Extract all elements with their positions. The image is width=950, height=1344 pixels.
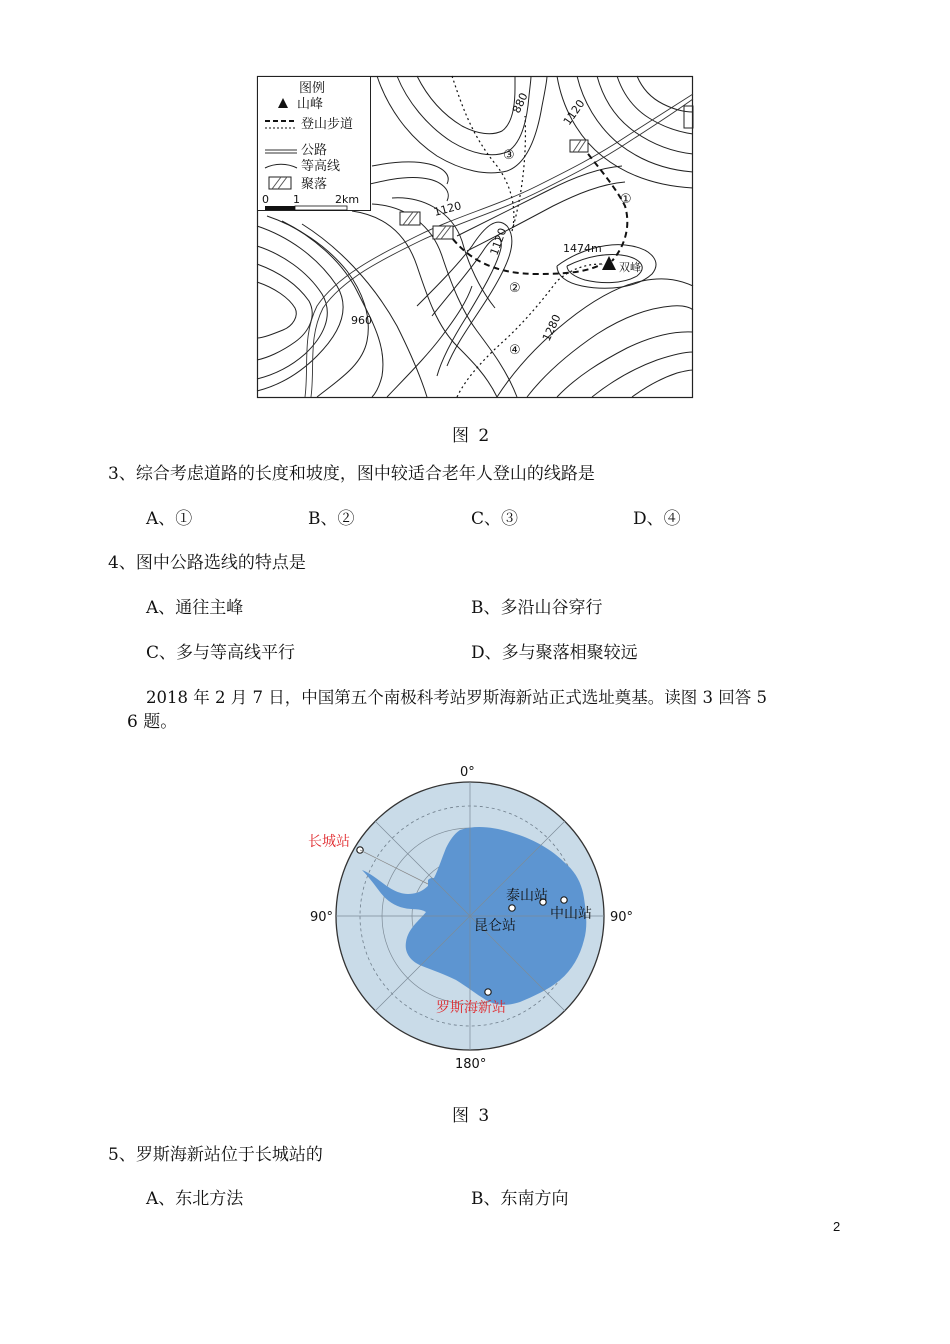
q4-option-d: D、多与聚落相聚较远	[471, 643, 638, 663]
q5-option-a: A、东北方法	[146, 1189, 244, 1209]
zhongshan-station-marker	[561, 897, 567, 903]
route-label-3: ③	[503, 148, 515, 163]
q4-stem: 4、图中公路选线的特点是	[108, 553, 306, 573]
legend-trail-label: 登山步道	[301, 117, 354, 132]
ross-sea-station-marker	[485, 989, 491, 995]
route-label-2: ②	[509, 281, 521, 296]
peak-name: 双峰	[619, 261, 641, 274]
q4-option-c: C、多与等高线平行	[146, 643, 296, 663]
contour-label-960: 960	[351, 314, 372, 327]
q4-option-a: A、通往主峰	[146, 598, 244, 618]
station-ross-sea: 罗斯海新站	[436, 1000, 506, 1016]
route-label-4: ④	[509, 343, 521, 358]
q3-option-d: D、④	[633, 509, 681, 529]
q5-stem: 5、罗斯海新站位于长城站的	[108, 1145, 323, 1165]
station-zhongshan: 中山站	[550, 906, 592, 922]
q3-option-a: A、①	[146, 509, 193, 529]
q4-option-b: B、多沿山谷穿行	[471, 598, 603, 618]
peak-elevation: 1474m	[563, 242, 602, 255]
legend-contour-label: 等高线	[301, 159, 341, 174]
kunlun-station-marker	[509, 905, 515, 911]
contour-label-1280: 1280	[539, 312, 564, 344]
figure-3-antarctica-map	[308, 760, 640, 1080]
q5-option-b: B、东南方向	[471, 1189, 569, 1209]
contour-label-1120-c: 1120	[487, 226, 510, 258]
figure-3-caption: 图 3	[452, 1106, 492, 1126]
legend-peak-label: 山峰	[297, 97, 324, 112]
figure-2-topographic-map	[257, 76, 693, 398]
legend-settlement-label: 聚落	[301, 177, 328, 192]
scale-1: 1	[293, 193, 300, 206]
intro-line-2: 6 题。	[127, 712, 178, 732]
legend-title: 图例	[299, 81, 326, 96]
lon-label-90w: 90°	[310, 910, 334, 925]
station-great-wall: 长城站	[308, 834, 350, 850]
station-taishan: 泰山站	[506, 888, 548, 904]
lon-label-90e: 90°	[610, 910, 634, 925]
scale-0: 0	[262, 193, 269, 206]
q3-option-c: C、③	[471, 509, 519, 529]
contour-label-880: 880	[509, 90, 531, 116]
figure-2-legend	[258, 77, 371, 211]
legend-road-label: 公路	[301, 143, 328, 158]
q3-option-b: B、②	[308, 509, 355, 529]
page-number: 2	[833, 1219, 841, 1234]
q3-stem: 3、综合考虑道路的长度和坡度，图中较适合老年人登山的线路是	[108, 464, 595, 484]
lon-label-0: 0°	[460, 765, 475, 780]
route-label-1: ①	[620, 192, 632, 207]
lon-label-180: 180°	[455, 1057, 487, 1072]
contour-label-1120-b: 1120	[432, 199, 463, 219]
scale-2km: 2km	[335, 193, 360, 206]
intro-line-1: 2018 年 2 月 7 日，中国第五个南极科考站罗斯海新站正式选址奠基。读图 3 回答 5	[146, 688, 767, 707]
station-kunlun: 昆仑站	[474, 918, 516, 934]
contour-label-1120-a: 1120	[560, 97, 588, 128]
figure-2-caption: 图 2	[452, 426, 492, 446]
